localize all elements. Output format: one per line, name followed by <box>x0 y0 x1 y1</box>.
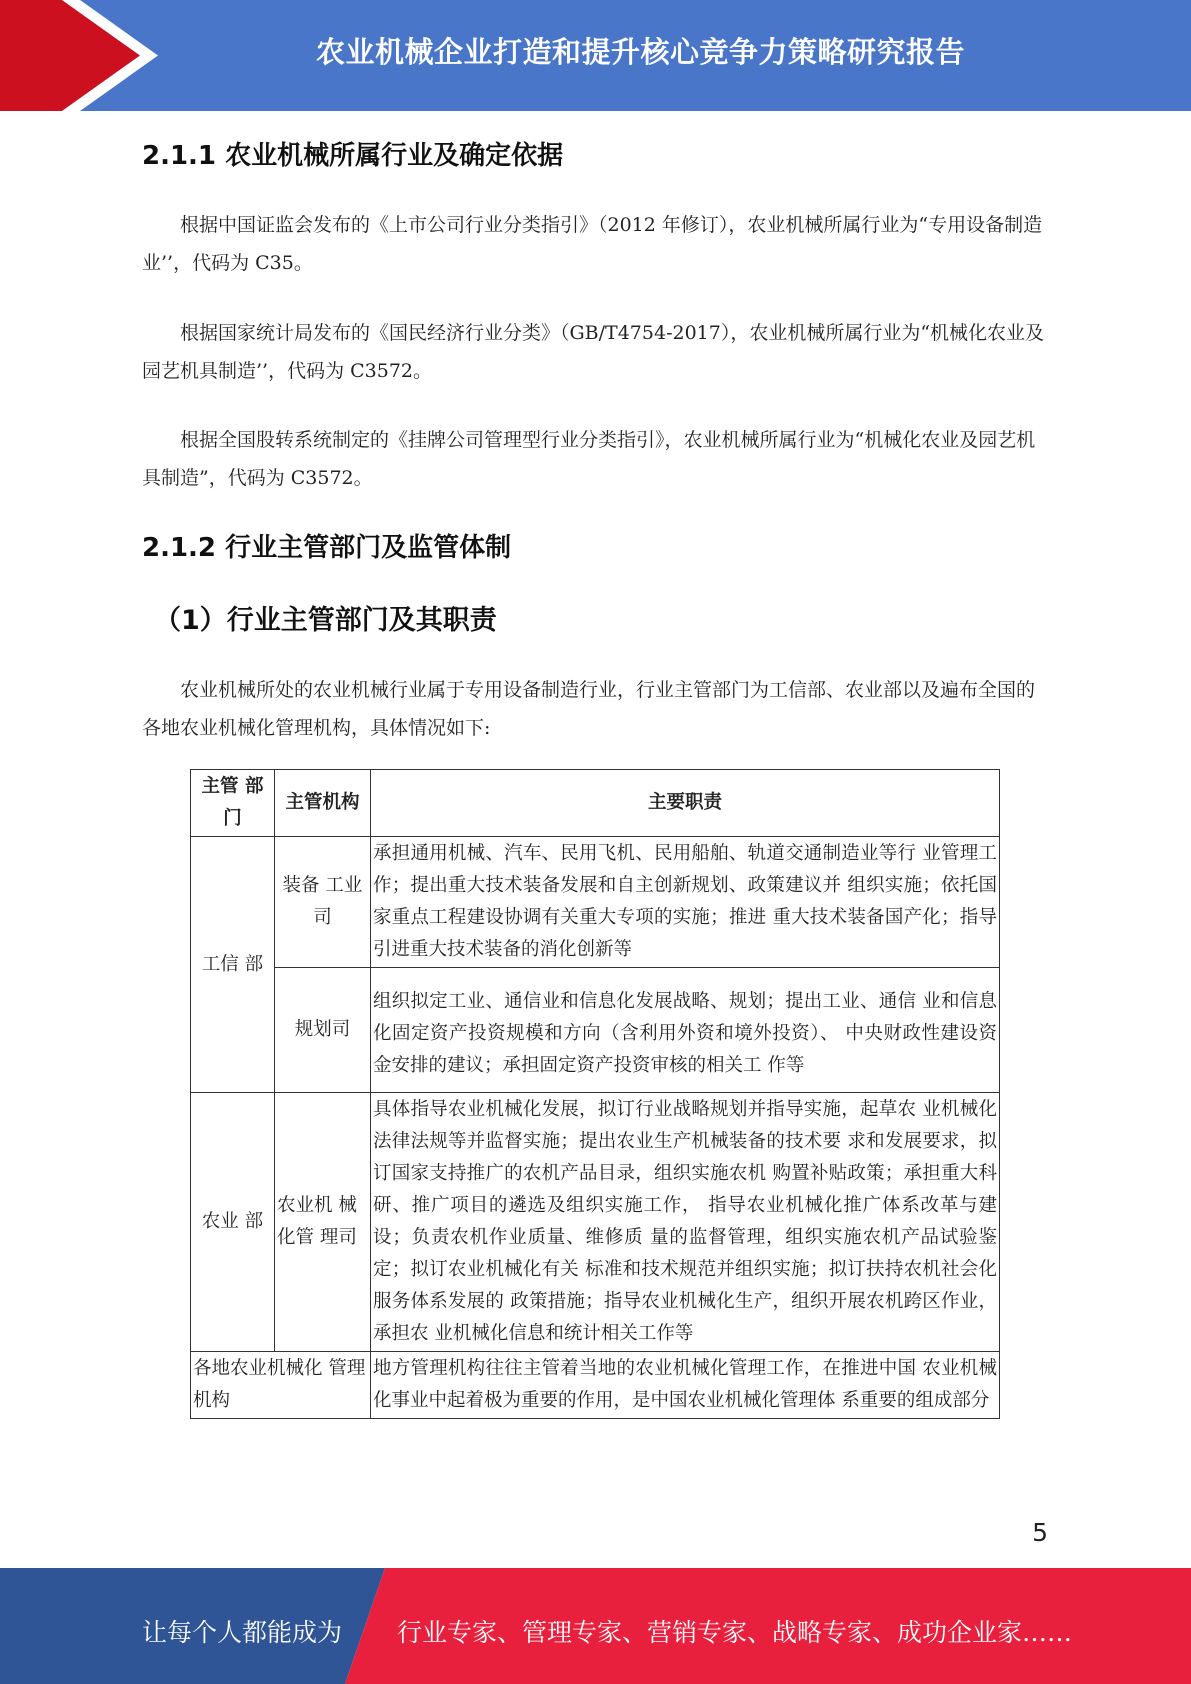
duty-cell: 具体指导农业机械化发展，拟订行业战略规划并指导实施，起草农 业机械化法律法规等并监督实施；提出农业生产机械装备的技术要 求和发展要求，拟订国家支持推广的农机产品目录，组织实施农机 购置补贴政策；承担重大科研、推广项目的遴选及组织实施工作， 指导农业机械化推广体系改革与建设；负责农机作业质量、维修质 量的监督管理，组织实施农机产品试验鉴定；拟订农业机械化有关 标准和技术规范并组织实施；拟订扶持农机社会化服务体系发展的 政策措施；指导农业机械化生产，组织开展农机跨区作业，承担农 业机械化信息和统计相关工作等 <box>371 1093 1000 1352</box>
table-row <box>191 837 1000 968</box>
header-org: 主管机构 <box>275 770 371 837</box>
section-heading-2-1-2: 2.1.2 行业主管部门及监管体制 <box>142 533 512 563</box>
org-cell: 农业机 械化管 理司 <box>275 1093 371 1352</box>
table-row <box>191 1352 1000 1419</box>
subsection-heading-1: （1）行业主管部门及其职责 <box>154 605 497 636</box>
footer-slogan-left: 让每个人都能成为 <box>142 1618 343 1647</box>
paragraph-csrc-classification: 根据中国证监会发布的《上市公司行业分类指引》（2012 年修订），农业机械所属行业为“专用设备制造业’’，代码为 C35。 <box>142 214 1043 274</box>
dept-cell: 工信 部 <box>191 837 275 1093</box>
table-header-row <box>191 770 1000 837</box>
paragraph-neeq-classification: 根据全国股转系统制定的《挂牌公司管理型行业分类指引》，农业机械所属行业为“机械化农业及园艺机具制造”，代码为 C3572。 <box>142 429 1036 489</box>
org-cell: 规划司 <box>275 968 371 1093</box>
header-arrow-graphic <box>0 0 160 111</box>
page-number: 5 <box>1032 1518 1048 1547</box>
section-heading-2-1-1: 2.1.1 农业机械所属行业及确定依据 <box>142 141 564 171</box>
dept-cell: 农业 部 <box>191 1093 275 1352</box>
dept-cell: 各地农业机械化 管理机构 <box>191 1352 371 1419</box>
page-footer <box>0 1568 1191 1684</box>
regulators-table <box>190 769 1000 1419</box>
org-cell: 装备 工业司 <box>275 837 371 968</box>
header-duty: 主要职责 <box>371 770 1000 837</box>
table-row <box>191 1093 1000 1352</box>
duty-cell: 地方管理机构往往主管着当地的农业机械化管理工作，在推进中国 农业机械化事业中起着极为重要的作用，是中国农业机械化管理体 系重要的组成部分 <box>371 1352 1000 1419</box>
duty-cell: 组织拟定工业、通信业和信息化发展战略、规划；提出工业、通信 业和信息化固定资产投资规模和方向（含利用外资和境外投资）、 中央财政性建设资金安排的建议；承担固定资产投资审核的相关工 作等 <box>371 968 1000 1093</box>
header-dept: 主管 部门 <box>191 770 275 837</box>
report-title: 农业机械企业打造和提升核心竞争力策略研究报告 <box>315 35 965 69</box>
page-header <box>0 0 1191 111</box>
table-row <box>191 968 1000 1093</box>
duty-cell: 承担通用机械、汽车、民用飞机、民用船舶、轨道交通制造业等行 业管理工作；提出重大技术装备发展和自主创新规划、政策建议并 组织实施；依托国家重点工程建设协调有关重大专项的实施；推进 重大技术装备国产化；指导引进重大技术装备的消化创新等 <box>371 837 1000 968</box>
paragraph-regulators-intro: 农业机械所处的农业机械行业属于专用设备制造行业，行业主管部门为工信部、农业部以及遍布全国的各地农业机械化管理机构，具体情况如下: <box>142 679 1036 739</box>
footer-slogan-right: 行业专家、管理专家、营销专家、战略专家、成功企业家…… <box>397 1618 1073 1647</box>
paragraph-nbs-classification: 根据国家统计局发布的《国民经济行业分类》（GB/T4754-2017），农业机械所属行业为“机械化农业及园艺机具制造’’，代码为 C3572。 <box>142 322 1045 382</box>
